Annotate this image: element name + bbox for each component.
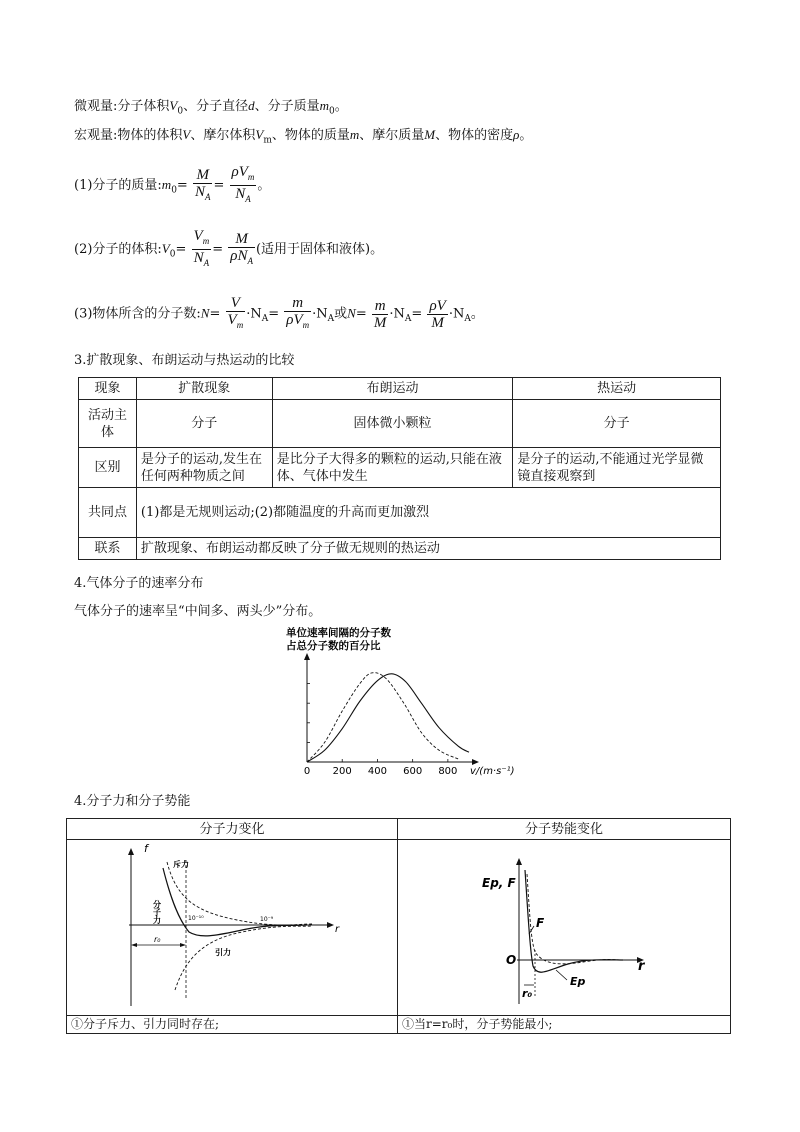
formula-prefix: (2)分子的体积: (74, 242, 162, 257)
den-text: V (227, 312, 237, 328)
denominator (192, 250, 212, 271)
compare-table (78, 377, 721, 560)
formula-mass (74, 164, 270, 208)
Ep-leader (556, 970, 567, 980)
tick-label: 10⁻⁹ (260, 916, 274, 923)
numerator: M (193, 167, 213, 184)
x-tick-label: 600 (403, 766, 423, 776)
eq: = (209, 306, 221, 322)
var-v0: V (169, 98, 178, 113)
numerator (192, 228, 212, 250)
energy-y-label: Ep, F (482, 876, 516, 890)
punct: 。 (334, 99, 348, 114)
eq: = (213, 178, 225, 193)
force-y-label: f (144, 842, 148, 855)
attraction-curve (175, 926, 312, 990)
den-text: N (235, 186, 246, 202)
sub: A (261, 314, 269, 325)
numerator: M (228, 231, 255, 248)
denominator (230, 186, 257, 207)
y-arrow-icon (128, 848, 134, 855)
arrow-right-icon (180, 943, 186, 947)
table-cell: 是分子的运动,发生在任何两种物质之间 (136, 448, 272, 488)
attraction-label: 引力 (215, 948, 231, 957)
table-cell: (1)都是无规则运动;(2)都随温度的升高而更加激烈 (136, 488, 720, 538)
x-tick-label: 400 (367, 766, 387, 776)
table-cell: 是分子的运动,不能通过光学显微镜直接观察到 (513, 448, 721, 488)
formula-prefix: (3)物体所含的分子数: (74, 306, 201, 322)
sub: A (245, 194, 251, 204)
eq: = (268, 306, 280, 322)
sub: A (204, 191, 211, 202)
formula-prefix: (1)分子的质量: (74, 178, 162, 193)
macro-text: 物体的体积 (117, 128, 183, 143)
sub: 0 (329, 106, 335, 117)
denominator (228, 248, 255, 269)
speed-chart (276, 624, 526, 776)
row-label: 区别 (79, 448, 137, 488)
origin-label: O (506, 953, 517, 967)
formula-volume (74, 228, 383, 272)
macro-label: 宏观量: (74, 128, 118, 143)
r0-label: r₀ (522, 987, 533, 1000)
fraction (228, 231, 255, 269)
var-V: V (182, 127, 191, 142)
sub: 0 (169, 249, 176, 260)
table-cell: 固体微小颗粒 (272, 400, 513, 448)
eq: = (175, 242, 187, 257)
na-factor: ·N (448, 306, 465, 322)
r0-label: r₀ (154, 935, 161, 944)
sub: A (327, 314, 335, 325)
macro-text: 、摩尔质量 (359, 128, 425, 143)
col-header: 分子力变化 (67, 819, 398, 840)
micro-text: 、分子质量 (254, 99, 320, 114)
series-dashed-line (307, 673, 458, 762)
table-header-row (79, 378, 721, 400)
force-chart (67, 840, 397, 1010)
table-row (79, 400, 721, 448)
var-M: M (424, 127, 436, 142)
net-force-curve (163, 868, 307, 936)
var: N (347, 305, 356, 321)
fraction (226, 295, 246, 333)
table-cell: 分子 (513, 400, 721, 448)
formula-count (74, 295, 484, 336)
sub: A (404, 314, 412, 325)
numerator: m (284, 295, 311, 312)
num-text: V (193, 228, 203, 244)
denominator (226, 312, 246, 333)
denominator (193, 184, 213, 205)
numerator: m (372, 298, 389, 315)
arrow-left-icon (131, 943, 137, 947)
denominator: M (373, 314, 387, 331)
fraction (372, 298, 389, 331)
section4b-title: 4.分子力和分子势能 (74, 794, 191, 809)
chart-xlabel: v/(m·s⁻¹) (470, 766, 515, 776)
F-label: F (536, 916, 545, 930)
table-cell: 扩散现象、布朗运动都反映了分子做无规则的热运动 (136, 538, 720, 560)
table-header: 布朗运动 (272, 378, 513, 400)
table-row (79, 488, 721, 538)
energy-x-label: r (638, 959, 645, 974)
denominator (284, 312, 311, 333)
eq: = (355, 306, 367, 322)
punct: 。 (470, 306, 484, 322)
table-header: 扩散现象 (136, 378, 272, 400)
x-tick-label: 200 (332, 766, 352, 776)
section3-title: 3.扩散现象、布朗运动与热运动的比较 (74, 353, 295, 368)
force-x-label: r (335, 924, 340, 935)
caption-cell: ①当r=r₀时，分子势能最小; (398, 1016, 731, 1034)
var: N (200, 305, 210, 321)
fraction (192, 228, 212, 271)
table-row (79, 538, 721, 560)
micro-label: 微观量: (74, 99, 118, 114)
caption-cell: ①分子斥力、引力同时存在; (67, 1016, 398, 1034)
micro-line (74, 97, 348, 121)
den-text: N (193, 250, 204, 266)
var-m: m (349, 127, 360, 142)
series-solid-line (307, 674, 469, 762)
row-label: 活动主体 (79, 400, 137, 448)
fraction (427, 298, 447, 331)
numerator: ρV (429, 297, 446, 314)
punct: 。 (257, 178, 271, 193)
x-axis-arrow-icon (472, 759, 479, 765)
molecular-force-label: 分子力 (152, 900, 162, 924)
den-text: ρN (230, 247, 248, 264)
numerator: V (226, 295, 246, 312)
y-arrow-icon (516, 858, 522, 865)
sub: m (247, 172, 255, 182)
sub: A (203, 258, 210, 268)
sub: 0 (171, 185, 177, 196)
macro-text: 、物体的质量 (271, 128, 350, 143)
tick-label: 10⁻¹⁰ (188, 915, 204, 922)
section4a-title: 4.气体分子的速率分布 (74, 576, 204, 591)
section4a-desc: 气体分子的速率呈“中间多、两头少”分布。 (74, 604, 322, 619)
var-Vm: V (255, 127, 264, 142)
table-cell: 分子 (136, 400, 272, 448)
sub: A (464, 314, 471, 325)
sub: m (202, 236, 210, 246)
sub: m (263, 135, 272, 146)
sub: m (302, 320, 310, 330)
sub: 0 (177, 106, 184, 117)
eq: = (212, 242, 224, 257)
y-axis-arrow-icon (304, 653, 310, 660)
energy-chart-cell (398, 840, 731, 1016)
x-tick-label: 0 (303, 766, 311, 776)
table-header: 热运动 (513, 378, 721, 400)
var-rho: ρ (513, 127, 520, 142)
den-text: ρV (286, 312, 303, 328)
denominator: M (431, 314, 444, 331)
macro-text: 、摩尔体积 (190, 128, 256, 143)
or-text: 或 (334, 306, 348, 322)
var-m0: m (319, 98, 330, 113)
micro-text: 、分子直径 (183, 99, 249, 114)
fraction (230, 164, 257, 207)
x-tick-label: 800 (438, 766, 458, 776)
macro-line (74, 126, 532, 150)
den-text: N (194, 183, 205, 200)
repulsion-label: 斥力 (173, 860, 189, 869)
var: m (161, 177, 172, 192)
micro-text: 分子体积 (117, 99, 170, 114)
sub: m (236, 320, 244, 330)
sub: A (247, 255, 253, 266)
chart-ylabel-line1: 单位速率间隔的分子数 (286, 627, 391, 639)
formula-suffix: (适用于固体和液体)。 (255, 242, 384, 257)
macro-text: 、物体的密度 (435, 128, 514, 143)
fraction (284, 295, 311, 333)
energy-chart (398, 840, 730, 1010)
row-label: 共同点 (79, 488, 137, 538)
na-factor: ·N (246, 306, 262, 322)
na-factor: ·N (389, 306, 405, 322)
num-text: ρV (231, 164, 248, 180)
chart-ylabel-line2: 占总分子数的百分比 (286, 640, 381, 652)
table-row (79, 448, 721, 488)
force-table (66, 818, 731, 1034)
eq: = (176, 178, 188, 193)
var-d: d (248, 98, 255, 113)
na-factor: ·N (312, 306, 328, 322)
table-header: 现象 (79, 378, 137, 400)
eq: = (411, 306, 423, 322)
numerator (230, 164, 257, 186)
x-arrow-icon (327, 922, 334, 928)
var: V (161, 241, 170, 256)
fraction (193, 167, 213, 205)
punct: 。 (519, 128, 533, 143)
table-cell: 是比分子大得多的颗粒的运动,只能在液体、气体中发生 (272, 448, 513, 488)
Ep-label: Ep (570, 975, 586, 988)
force-chart-cell (67, 840, 398, 1016)
col-header: 分子势能变化 (398, 819, 731, 840)
row-label: 联系 (79, 538, 137, 560)
